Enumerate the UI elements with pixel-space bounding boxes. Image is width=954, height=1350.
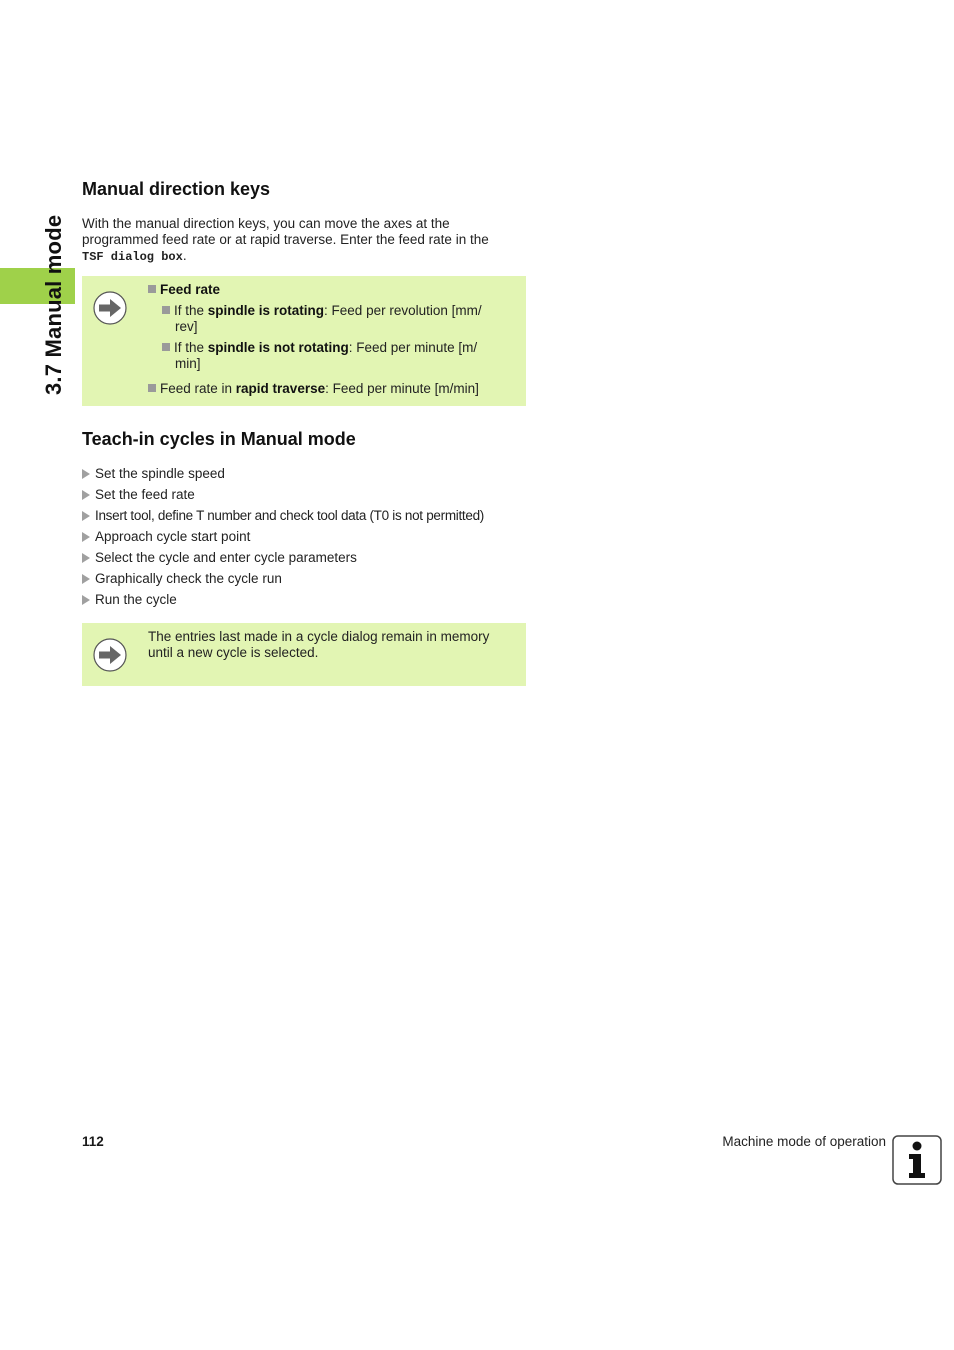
- side-tab: [0, 0, 80, 420]
- steps-list: [82, 465, 542, 612]
- note2-line2: until a new cycle is selected.: [148, 645, 319, 660]
- step-text: Insert tool, define T number and check tool data (T0 is not permitted): [95, 508, 484, 523]
- intro-end: .: [182, 248, 187, 263]
- square-bullet-icon: [148, 285, 156, 293]
- spindle-not-rotating-item: [162, 340, 477, 356]
- not-rotating-prefix: If the: [174, 340, 208, 355]
- feed-rate-label: Feed rate: [160, 282, 221, 297]
- triangle-bullet-icon: [82, 574, 90, 584]
- rapid-suffix: : Feed per minute [m/min]: [325, 381, 479, 396]
- step-text: Select the cycle and enter cycle parameters: [95, 550, 357, 565]
- triangle-bullet-icon: [82, 595, 90, 605]
- list-item: [82, 549, 542, 570]
- square-bullet-icon: [148, 384, 156, 392]
- triangle-bullet-icon: [82, 511, 90, 521]
- note2-line1: The entries last made in a cycle dialog remain in memory: [148, 629, 490, 644]
- section-heading-manual-direction-keys: Manual direction keys: [82, 179, 271, 199]
- section-heading-teach-in-cycles: Teach-in cycles in Manual mode: [82, 429, 356, 449]
- triangle-bullet-icon: [82, 532, 90, 542]
- step-text: Graphically check the cycle run: [95, 571, 282, 586]
- info-icon: [892, 1135, 942, 1185]
- rapid-prefix: Feed rate in: [160, 381, 236, 396]
- arrow-right-icon: [93, 291, 127, 325]
- step-text: Set the spindle speed: [95, 466, 225, 481]
- square-bullet-icon: [162, 306, 170, 314]
- page-number: 112: [82, 1134, 104, 1149]
- step-text: Approach cycle start point: [95, 529, 251, 544]
- rotating-cont: rev]: [175, 319, 198, 334]
- square-bullet-icon: [162, 343, 170, 351]
- note-box-feed-rate: [82, 276, 526, 406]
- list-item: [82, 591, 542, 612]
- step-text: Run the cycle: [95, 592, 177, 607]
- rapid-bold: rapid traverse: [235, 381, 326, 396]
- note-box-cycle-memory: [82, 623, 526, 686]
- triangle-bullet-icon: [82, 553, 90, 563]
- rotating-suffix: : Feed per revolution [mm/: [324, 303, 482, 318]
- rotating-prefix: If the: [174, 303, 208, 318]
- arrow-right-icon: [93, 638, 127, 672]
- list-item: [82, 486, 542, 507]
- not-rotating-suffix: : Feed per minute [m/: [348, 340, 478, 355]
- side-tab-title: 3.7 Manual mode: [41, 214, 66, 395]
- intro-code: TSF dialog box: [82, 250, 183, 264]
- list-item: [82, 528, 542, 549]
- spindle-rotating-item: [162, 303, 482, 319]
- list-item: [82, 465, 542, 486]
- not-rotating-bold: spindle is not rotating: [207, 340, 349, 355]
- not-rotating-cont: min]: [175, 356, 201, 371]
- feed-rate-item: [148, 282, 220, 298]
- triangle-bullet-icon: [82, 490, 90, 500]
- intro-paragraph: [82, 216, 527, 265]
- intro-text: With the manual direction keys, you can move the axes at the programmed feed rate or at rapid traverse. Enter the feed rate in the: [82, 216, 489, 247]
- step-text: Set the feed rate: [95, 487, 195, 502]
- rotating-bold: spindle is rotating: [207, 303, 325, 318]
- list-item: [82, 570, 542, 591]
- triangle-bullet-icon: [82, 469, 90, 479]
- list-item: [82, 507, 542, 528]
- chapter-title: Machine mode of operation: [722, 1134, 886, 1149]
- rapid-traverse-item: [148, 381, 479, 397]
